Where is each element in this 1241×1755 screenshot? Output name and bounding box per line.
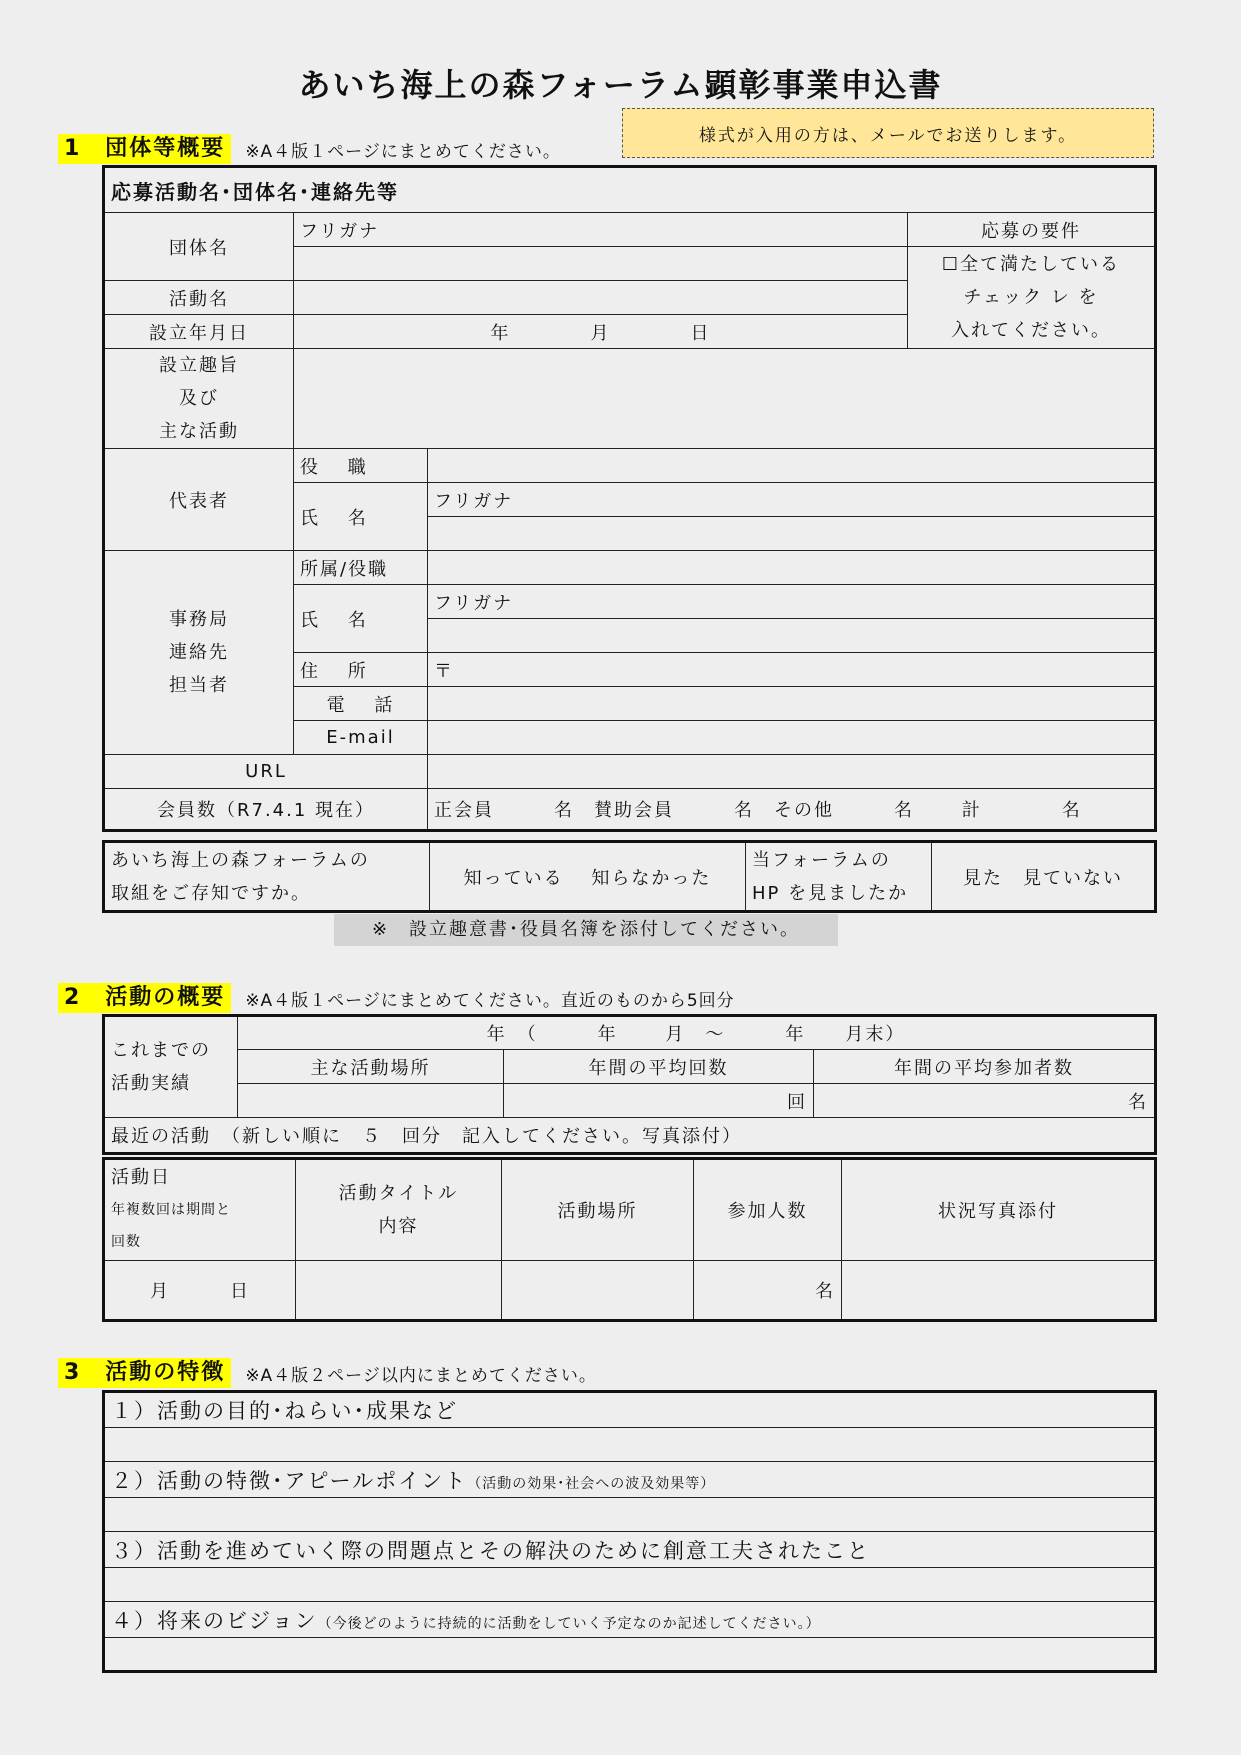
affiliation-field[interactable]	[428, 551, 1156, 585]
requirements-hint: チェック レ を	[963, 287, 1099, 308]
group-furigana-label: フリガナ	[294, 213, 908, 247]
rep-position-field[interactable]	[428, 449, 1156, 483]
email-field[interactable]	[428, 721, 1156, 755]
activity-place-field[interactable]	[502, 1261, 694, 1321]
avg-times-header: 年間の平均回数	[504, 1050, 814, 1084]
q4-label-main: ４）将来のビジョン	[111, 1608, 318, 1633]
record-label-1: これまでの	[111, 1040, 211, 1061]
q2-label	[104, 1462, 1156, 1498]
record-label	[104, 1016, 238, 1118]
members-label: 会員数（R7.4.1 現在）	[104, 789, 428, 831]
record-label-2: 活動実績	[111, 1073, 191, 1094]
hp-question-1: 当フォーラムの	[752, 849, 891, 871]
affiliation-label: 所属/役職	[294, 551, 428, 585]
purpose-label-1: 設立趣旨	[159, 355, 239, 376]
rep-name-field[interactable]	[428, 517, 1156, 551]
table-header: 応募活動名･団体名･連絡先等	[104, 167, 1156, 213]
participants-field[interactable]: 名	[694, 1261, 842, 1321]
section-1-note: ※A４版１ページにまとめてください。	[245, 141, 561, 162]
section-2-heading	[58, 983, 735, 1013]
purpose-label	[104, 349, 294, 449]
phone-field[interactable]	[428, 687, 1156, 721]
section-2-record-table	[102, 1014, 1157, 1155]
photo-header: 状況写真添付	[842, 1159, 1156, 1261]
recent-activities-header: 最近の活動 （新しい順に ５ 回分 記入してください。写真添付）	[104, 1118, 1156, 1154]
group-name-label: 団体名	[104, 213, 294, 281]
activity-date-header-2: 年複数回は期間と	[111, 1202, 231, 1218]
office-label-1: 事務局	[169, 609, 229, 630]
purpose-field[interactable]	[294, 349, 1156, 449]
activity-name-field[interactable]	[294, 281, 908, 315]
hp-question-2: HP を見ましたか	[752, 882, 909, 904]
page-title: あいち海上の森フォーラム顕彰事業申込書	[298, 66, 943, 104]
avg-people-header: 年間の平均参加者数	[814, 1050, 1156, 1084]
hp-options[interactable]: 見た 見ていない	[932, 842, 1156, 912]
awareness-question	[104, 842, 430, 912]
founded-date-field[interactable]: 年 月 日	[294, 315, 908, 349]
group-name-field[interactable]	[294, 247, 908, 281]
section-1-table	[102, 165, 1157, 832]
section-2-activity-table	[102, 1157, 1157, 1322]
attachment-note: ※ 設立趣意書･役員名簿を添付してください。	[334, 914, 838, 946]
office-label-2: 連絡先	[169, 642, 229, 663]
activity-date-field[interactable]: 月 日	[104, 1261, 296, 1321]
q4-field[interactable]	[104, 1638, 1156, 1672]
awareness-table	[102, 840, 1157, 913]
q4-label	[104, 1602, 1156, 1638]
members-field[interactable]: 正会員 名 賛助会員 名 その他 名 計 名	[428, 789, 1156, 831]
purpose-label-3: 主な活動	[159, 421, 239, 442]
q3-label: ３）活動を進めていく際の問題点とその解決のために創意工夫されたこと	[104, 1532, 1156, 1568]
representative-label: 代表者	[104, 449, 294, 551]
participants-header: 参加人数	[694, 1159, 842, 1261]
section-1-heading	[58, 134, 561, 164]
awareness-question-2: 取組をご存知ですか。	[111, 882, 311, 904]
office-name-field[interactable]	[428, 619, 1156, 653]
rep-position-label: 役 職	[294, 449, 428, 483]
rep-furigana-label: フリガナ	[428, 483, 1156, 517]
section-2-note: ※A４版１ページにまとめてください。直近のものから5回分	[245, 990, 735, 1011]
activity-title-header-1: 活動タイトル	[338, 1183, 459, 1204]
section-1-label: 1 団体等概要	[58, 134, 231, 164]
awareness-question-1: あいち海上の森フォーラムの	[111, 849, 370, 871]
q1-label: １）活動の目的･ねらい･成果など	[104, 1392, 1156, 1428]
q2-label-sub: （活動の効果･社会への波及効果等）	[467, 1475, 716, 1492]
address-field[interactable]: 〒	[428, 653, 1156, 687]
address-label: 住 所	[294, 653, 428, 687]
activity-date-header-1: 活動日	[111, 1167, 171, 1188]
section-3-note: ※A４版２ページ以内にまとめてください。	[245, 1365, 597, 1386]
q2-label-main: ２）活動の特徴･アピールポイント	[111, 1468, 468, 1493]
founded-label: 設立年月日	[104, 315, 294, 349]
activity-date-header-3: 回数	[111, 1234, 141, 1250]
activity-title-header-2: 内容	[378, 1216, 419, 1237]
rep-name-label: 氏 名	[294, 483, 428, 551]
activity-date-header	[104, 1159, 296, 1261]
q2-field[interactable]	[104, 1498, 1156, 1532]
purpose-label-2: 及び	[179, 388, 219, 409]
activity-name-label: 活動名	[104, 281, 294, 315]
place-header: 主な活動場所	[238, 1050, 504, 1084]
requirements-checkbox[interactable]: ☐全て満たしている	[941, 254, 1121, 275]
requirements-hint-2: 入れてください。	[951, 320, 1111, 341]
office-furigana-label: フリガナ	[428, 585, 1156, 619]
q4-label-sub: （今後どのように持続的に活動をしていく予定なのか記述してください。）	[317, 1615, 821, 1632]
office-name-label: 氏 名	[294, 585, 428, 653]
email-label: E-mail	[294, 721, 428, 755]
q1-field[interactable]	[104, 1428, 1156, 1462]
url-field[interactable]	[428, 755, 1156, 789]
period-field[interactable]: 年 （ 年 月 ～ 年 月末）	[238, 1016, 1156, 1050]
notice-box: 様式が入用の方は、メールでお送りします。	[622, 108, 1154, 158]
activity-place-header: 活動場所	[502, 1159, 694, 1261]
hp-question	[746, 842, 932, 912]
section-3-heading	[58, 1358, 597, 1388]
avg-people-field[interactable]: 名	[814, 1084, 1156, 1118]
avg-times-field[interactable]: 回	[504, 1084, 814, 1118]
section-3-table	[102, 1390, 1157, 1673]
requirements-check[interactable]	[908, 247, 1156, 349]
place-field[interactable]	[238, 1084, 504, 1118]
requirements-label: 応募の要件	[908, 213, 1156, 247]
q3-field[interactable]	[104, 1568, 1156, 1602]
phone-label: 電 話	[294, 687, 428, 721]
url-label: URL	[104, 755, 428, 789]
activity-title-field[interactable]	[296, 1261, 502, 1321]
section-2-label: 2 活動の概要	[58, 983, 231, 1013]
office-label	[104, 551, 294, 755]
photo-field[interactable]	[842, 1261, 1156, 1321]
awareness-options[interactable]: 知っている 知らなかった	[430, 842, 746, 912]
office-label-3: 担当者	[169, 675, 229, 696]
activity-title-header	[296, 1159, 502, 1261]
section-3-label: 3 活動の特徴	[58, 1358, 231, 1388]
